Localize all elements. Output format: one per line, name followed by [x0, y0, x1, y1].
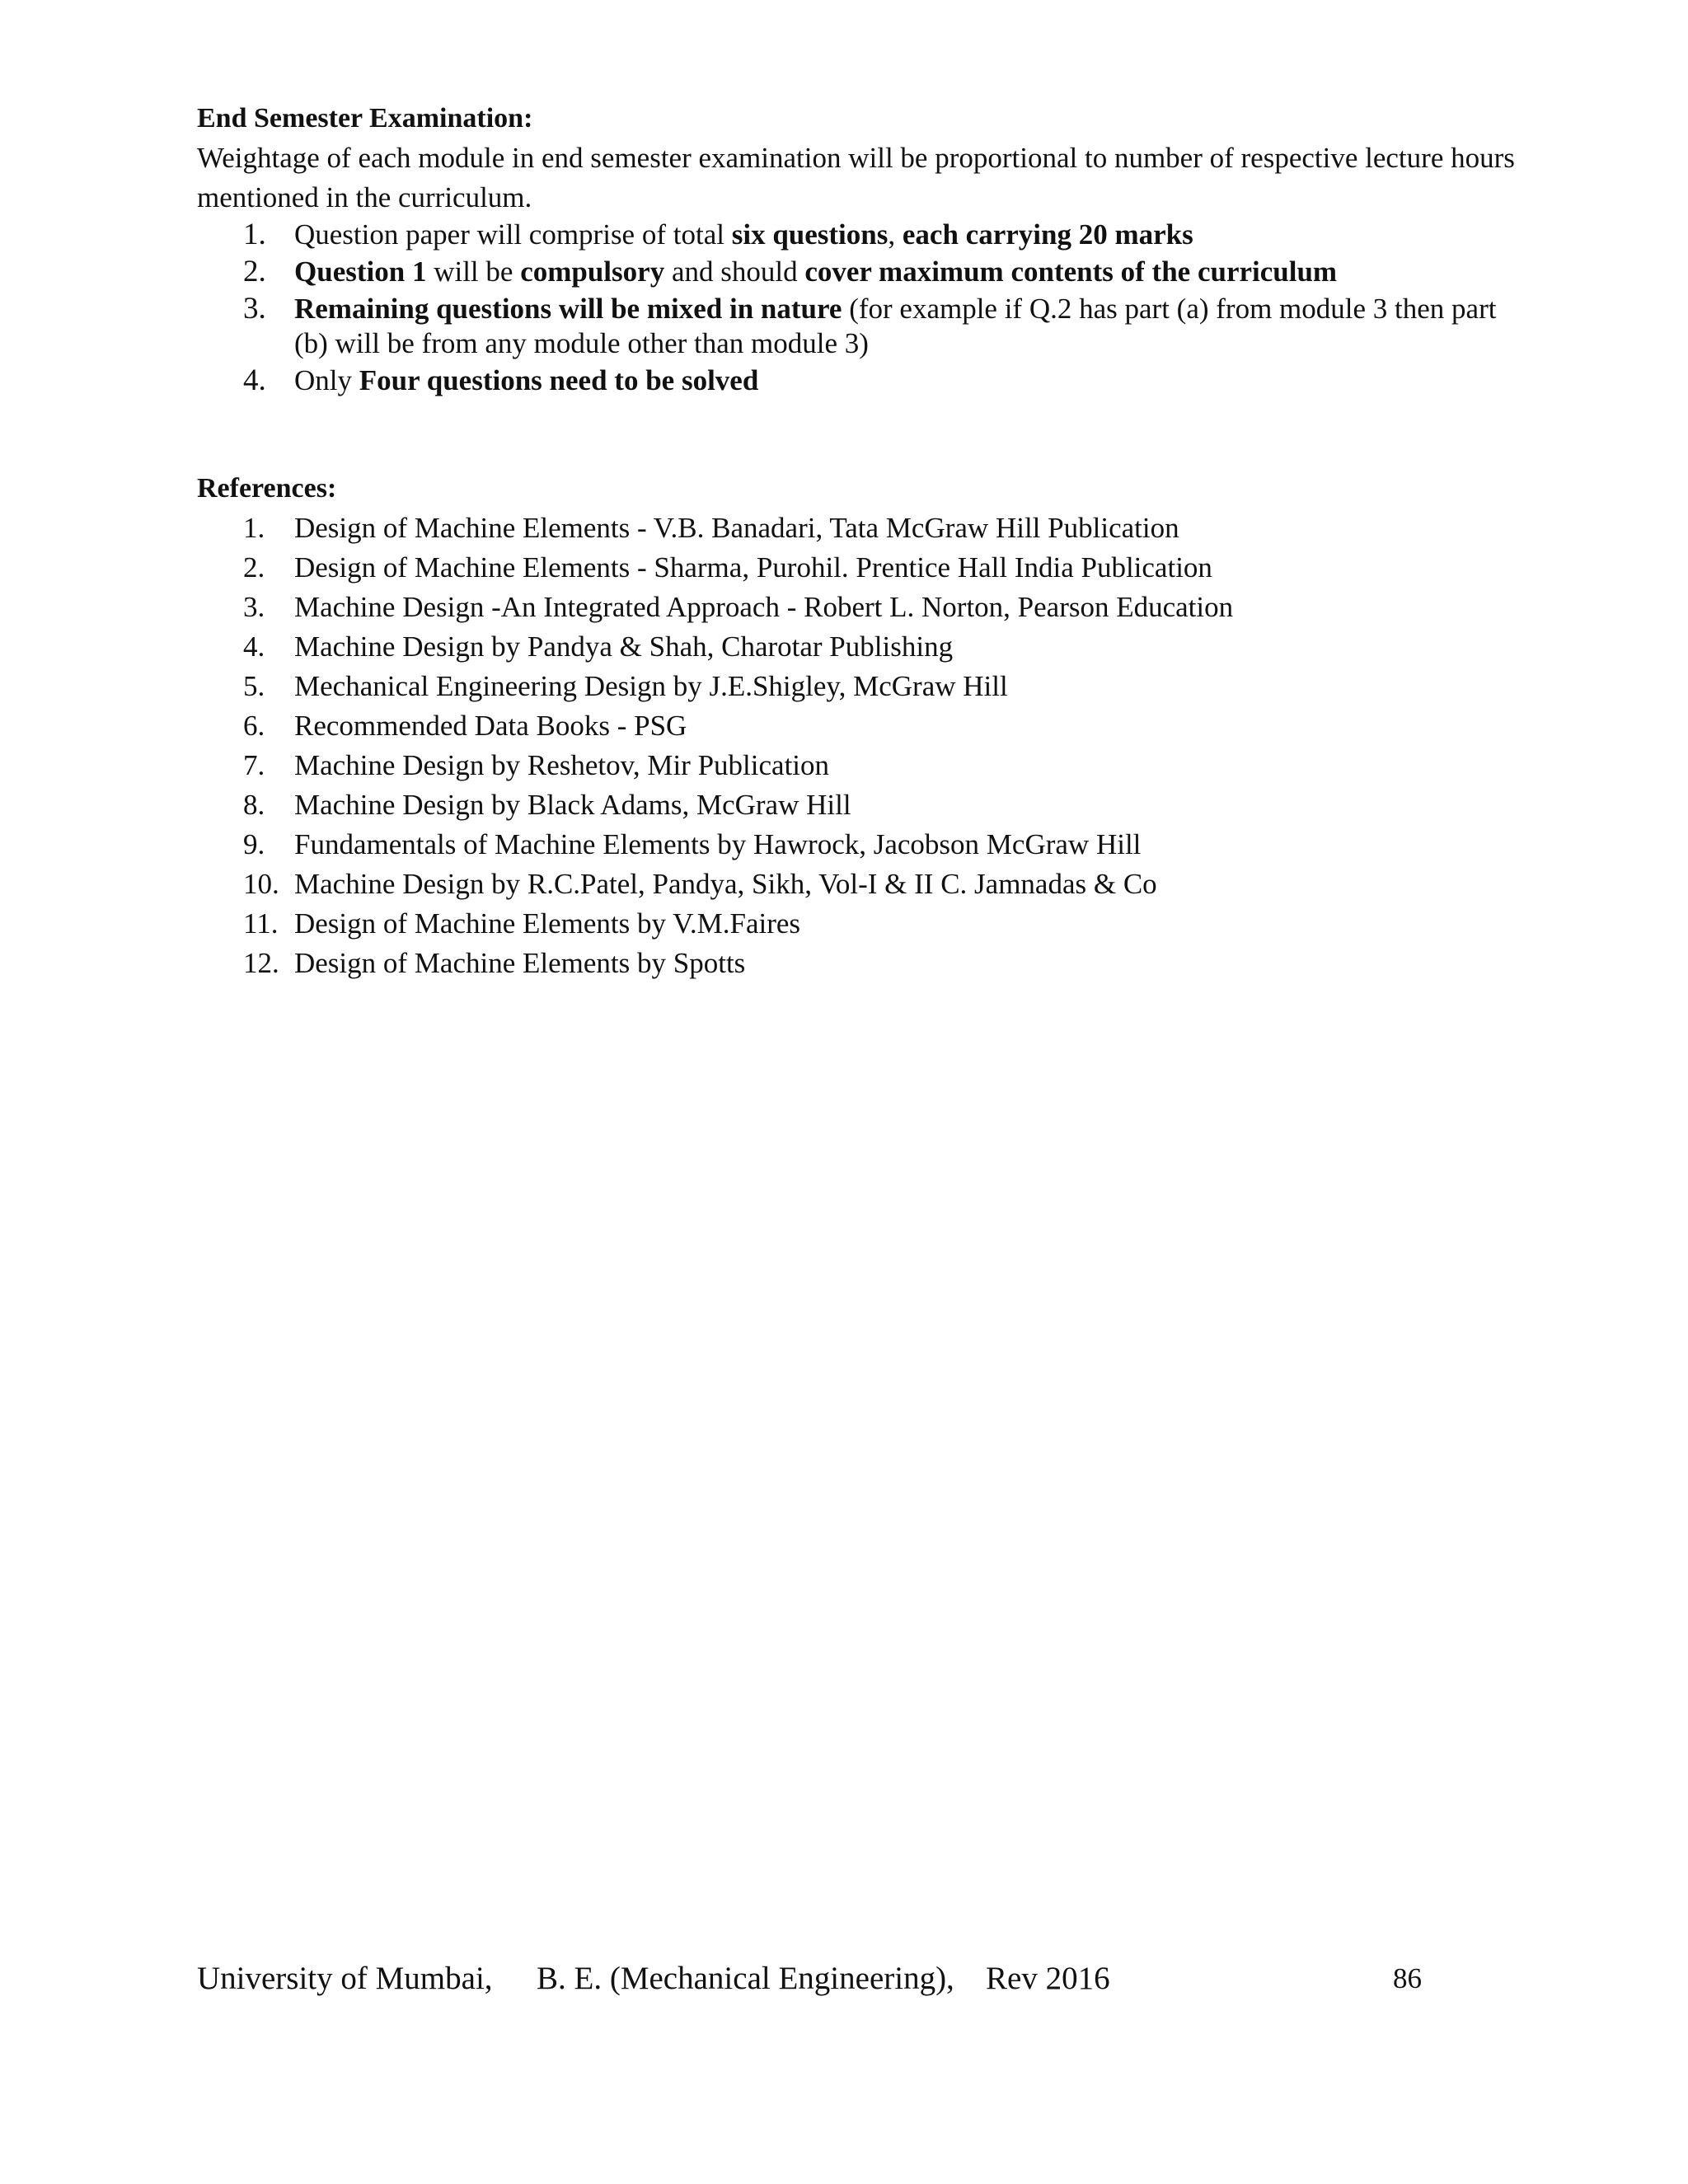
list-number: 8. — [243, 789, 265, 821]
exam-rules-list — [197, 218, 1516, 398]
reference-text: Mechanical Engineering Design by J.E.Shigley, McGraw Hill — [294, 670, 1008, 702]
list-number: 6. — [243, 710, 265, 742]
page-content — [197, 99, 1516, 983]
rule-text-bold: each carrying 20 marks — [902, 218, 1193, 251]
rule-text: will be — [426, 255, 521, 288]
list-number: 5. — [243, 670, 265, 702]
exam-rule — [197, 255, 1516, 289]
reference-item — [197, 944, 1516, 983]
reference-item — [197, 904, 1516, 944]
reference-text: Machine Design by Pandya & Shah, Charotar Publishing — [294, 630, 954, 663]
rule-text: Question paper will comprise of total — [294, 218, 732, 251]
exam-rule — [197, 218, 1516, 252]
reference-item — [197, 588, 1516, 627]
list-number: 3. — [243, 591, 265, 623]
footer-program: B. E. (Mechanical Engineering), — [537, 1961, 954, 1996]
rule-text: Only — [294, 364, 359, 396]
exam-intro: Weightage of each module in end semester examination will be proportional to number of respective lecture hours mentioned in the curriculum. — [197, 142, 1515, 213]
list-number: 2. — [243, 255, 266, 288]
reference-text: Design of Machine Elements by Spotts — [294, 947, 746, 979]
reference-item — [197, 865, 1516, 904]
rule-text-bold: six questions — [731, 218, 889, 251]
reference-text: Design of Machine Elements by V.M.Faires — [294, 907, 801, 940]
exam-rule — [197, 363, 1516, 398]
reference-text: Machine Design by Reshetov, Mir Publication — [294, 749, 830, 781]
reference-item — [197, 746, 1516, 785]
reference-item — [197, 627, 1516, 667]
list-number: 1. — [243, 218, 266, 251]
references-heading: References: — [197, 473, 337, 504]
list-number: 7. — [243, 749, 265, 781]
reference-item — [197, 667, 1516, 706]
list-number: 11. — [243, 907, 279, 940]
reference-text: Machine Design -An Integrated Approach - Robert L. Norton, Pearson Education — [294, 591, 1234, 623]
rule-text-bold: cover maximum contents of the curriculum — [804, 255, 1338, 288]
reference-text: Machine Design by R.C.Patel, Pandya, Sikh, Vol-I & II C. Jamnadas & Co — [294, 868, 1157, 900]
reference-text: Design of Machine Elements - Sharma, Purohil. Prentice Hall India Publication — [294, 551, 1212, 583]
list-number: 12. — [243, 947, 279, 979]
rule-text: , — [888, 218, 903, 251]
rule-text-bold: Question 1 — [294, 255, 427, 288]
list-number: 10. — [243, 868, 279, 900]
list-number: 2. — [243, 551, 265, 583]
reference-text: Design of Machine Elements - V.B. Banadari, Tata McGraw Hill Publication — [294, 512, 1179, 544]
page-number: 86 — [1393, 1962, 1422, 1994]
rule-text-bold: Remaining questions will be mixed in nature — [294, 293, 842, 325]
list-number: 4. — [243, 363, 266, 397]
exam-heading: End Semester Examination: — [197, 103, 533, 134]
list-number: 3. — [243, 292, 266, 326]
rule-text: and should — [664, 255, 805, 288]
list-number: 1. — [243, 512, 265, 544]
reference-item — [197, 825, 1516, 865]
reference-text: Recommended Data Books - PSG — [294, 710, 687, 742]
reference-item — [197, 785, 1516, 825]
exam-rule — [197, 292, 1516, 361]
reference-text: Machine Design by Black Adams, McGraw Hill — [294, 789, 851, 821]
footer-university: University of Mumbai, — [197, 1961, 493, 1996]
reference-item — [197, 548, 1516, 588]
reference-item — [197, 509, 1516, 548]
rule-text: (for example if Q.2 has part (a) from module 3 then part (b) will be from any module other than module 3) — [294, 293, 1497, 359]
rule-text-bold: compulsory — [520, 255, 665, 288]
list-number: 4. — [243, 630, 265, 663]
reference-text: Fundamentals of Machine Elements by Hawrock, Jacobson McGraw Hill — [294, 828, 1142, 860]
reference-item — [197, 706, 1516, 746]
footer-revision: Rev 2016 — [986, 1961, 1110, 1996]
rule-text-bold: Four questions need to be solved — [359, 364, 759, 396]
list-number: 9. — [243, 828, 265, 860]
references-list — [197, 509, 1516, 983]
